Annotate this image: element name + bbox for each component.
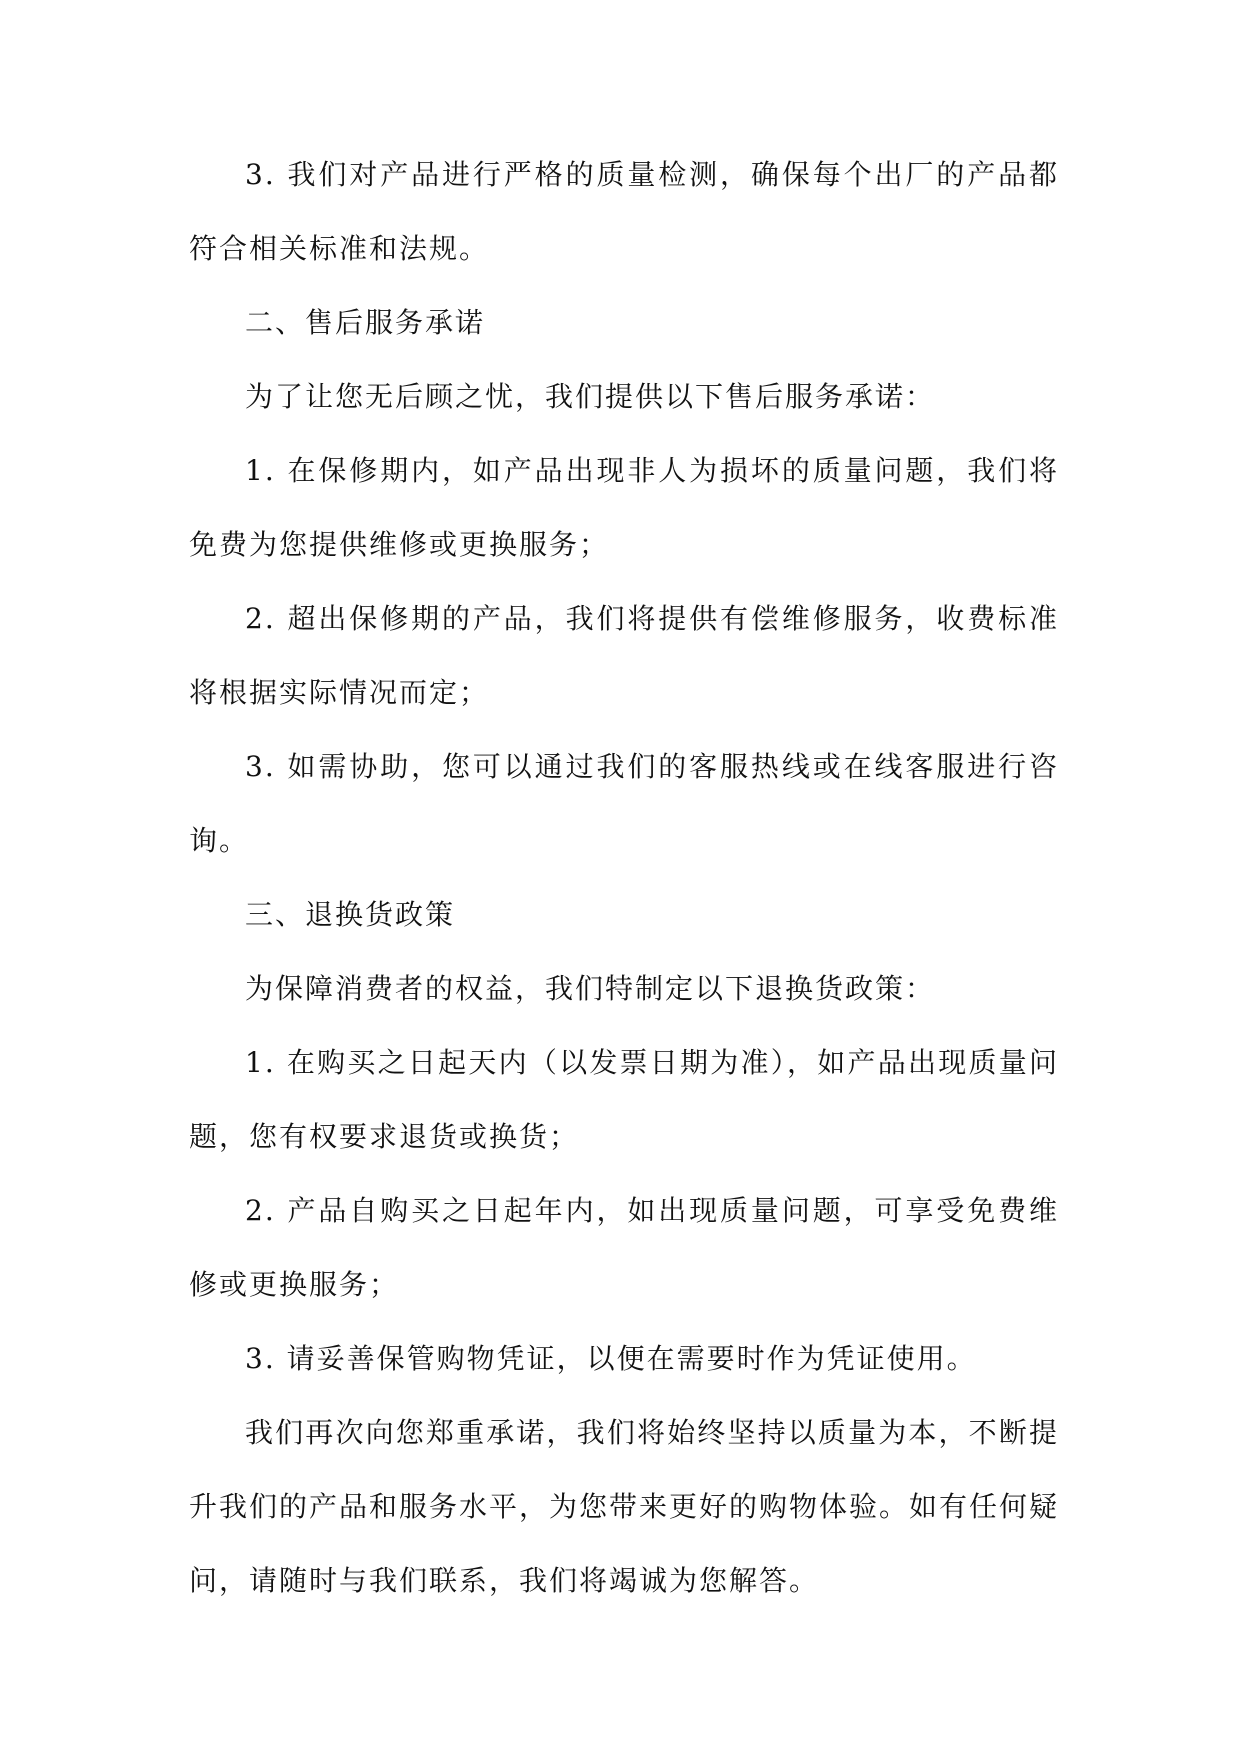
paragraph-after-sales-item-2: 2. 超出保修期的产品，我们将提供有偿维修服务，收费标准将根据实际情况而定； xyxy=(189,602,1059,709)
section-heading-after-sales: 二、售后服务承诺 xyxy=(245,306,486,339)
paragraph-returns-item-3: 3. 请妥善保管购物凭证，以便在需要时作为凭证使用。 xyxy=(245,1342,977,1375)
document-body xyxy=(189,138,1059,1618)
paragraph-after-sales-item-1: 1. 在保修期内，如产品出现非人为损坏的质量问题，我们将免费为您提供维修或更换服务； xyxy=(189,454,1059,561)
paragraph-closing: 我们再次向您郑重承诺，我们将始终坚持以质量为本，不断提升我们的产品和服务水平，为您带来更好的购物体验。如有任何疑问，请随时与我们联系，我们将竭诚为您解答。 xyxy=(189,1416,1060,1597)
paragraph-returns-item-2: 2. 产品自购买之日起年内，如出现质量问题，可享受免费维修或更换服务； xyxy=(189,1194,1059,1301)
section-heading-returns: 三、退换货政策 xyxy=(245,898,456,931)
paragraph-after-sales-intro: 为了让您无后顾之忧，我们提供以下售后服务承诺： xyxy=(245,380,936,413)
paragraph-quality-item-3: 3. 我们对产品进行严格的质量检测，确保每个出厂的产品都符合相关标准和法规。 xyxy=(189,158,1059,265)
paragraph-returns-intro: 为保障消费者的权益，我们特制定以下退换货政策： xyxy=(245,972,936,1005)
paragraph-after-sales-item-3: 3. 如需协助，您可以通过我们的客服热线或在线客服进行咨询。 xyxy=(189,750,1059,857)
paragraph-returns-item-1: 1. 在购买之日起天内（以发票日期为准），如产品出现质量问题，您有权要求退货或换货； xyxy=(189,1046,1059,1153)
